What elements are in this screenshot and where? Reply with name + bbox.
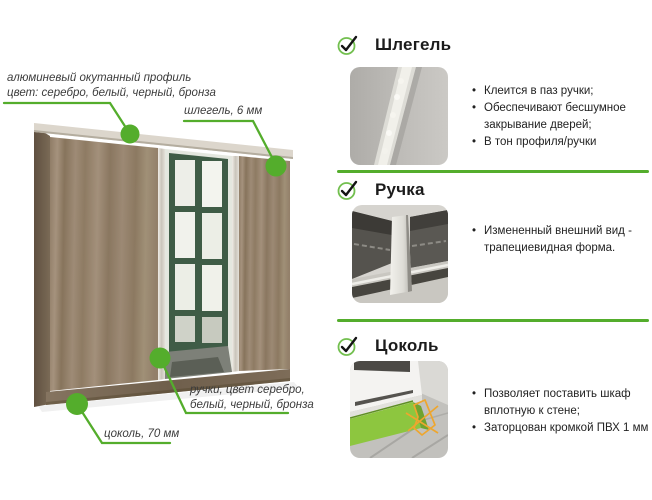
schlegel-photo	[350, 67, 448, 165]
divider	[337, 170, 649, 173]
plinth-bullets	[471, 386, 652, 437]
section-title: Цоколь	[375, 336, 439, 355]
label-profile	[7, 71, 216, 101]
check-icon	[337, 179, 360, 201]
label-profile-line2: цвет: серебро, белый, черный, бронза	[7, 87, 216, 99]
bullet-item: • Позволяет поставить шкаф вплотную к стене;	[471, 386, 652, 420]
handle-photo	[352, 205, 448, 303]
bullet-item: • Измененный внешний вид - трапециевидная форма.	[471, 223, 651, 257]
label-handles	[190, 383, 314, 413]
section-title: Шлегель	[375, 35, 452, 54]
bullet-item: • Обеспечивают бесшумное закрывание дверей;	[471, 100, 652, 134]
check-icon	[337, 335, 360, 357]
section-title: Ручка	[375, 180, 425, 199]
label-profile-line1: алюминевый окутанный профиль	[7, 72, 192, 84]
bullet-item: • Клеится в паз ручки;	[471, 83, 652, 100]
section-header-handle	[337, 179, 425, 201]
label-handles-line1: ручки, цвет серебро,	[190, 384, 305, 396]
label-handles-line2: белый, черный, бронза	[190, 399, 314, 411]
label-plinth: цоколь, 70 мм	[104, 428, 180, 440]
schlegel-bullets	[471, 83, 652, 151]
plinth-photo	[350, 361, 448, 458]
label-schlegel: шлегель, 6 мм	[184, 105, 263, 117]
section-header-plinth	[337, 335, 439, 357]
handle-bullets	[471, 223, 651, 257]
divider	[337, 319, 649, 322]
section-header-schlegel	[337, 34, 451, 56]
bullet-item: • Заторцован кромкой ПВХ 1 мм	[471, 420, 652, 437]
check-icon	[337, 34, 360, 56]
bullet-item: • В тон профиля/ручки	[471, 134, 652, 151]
